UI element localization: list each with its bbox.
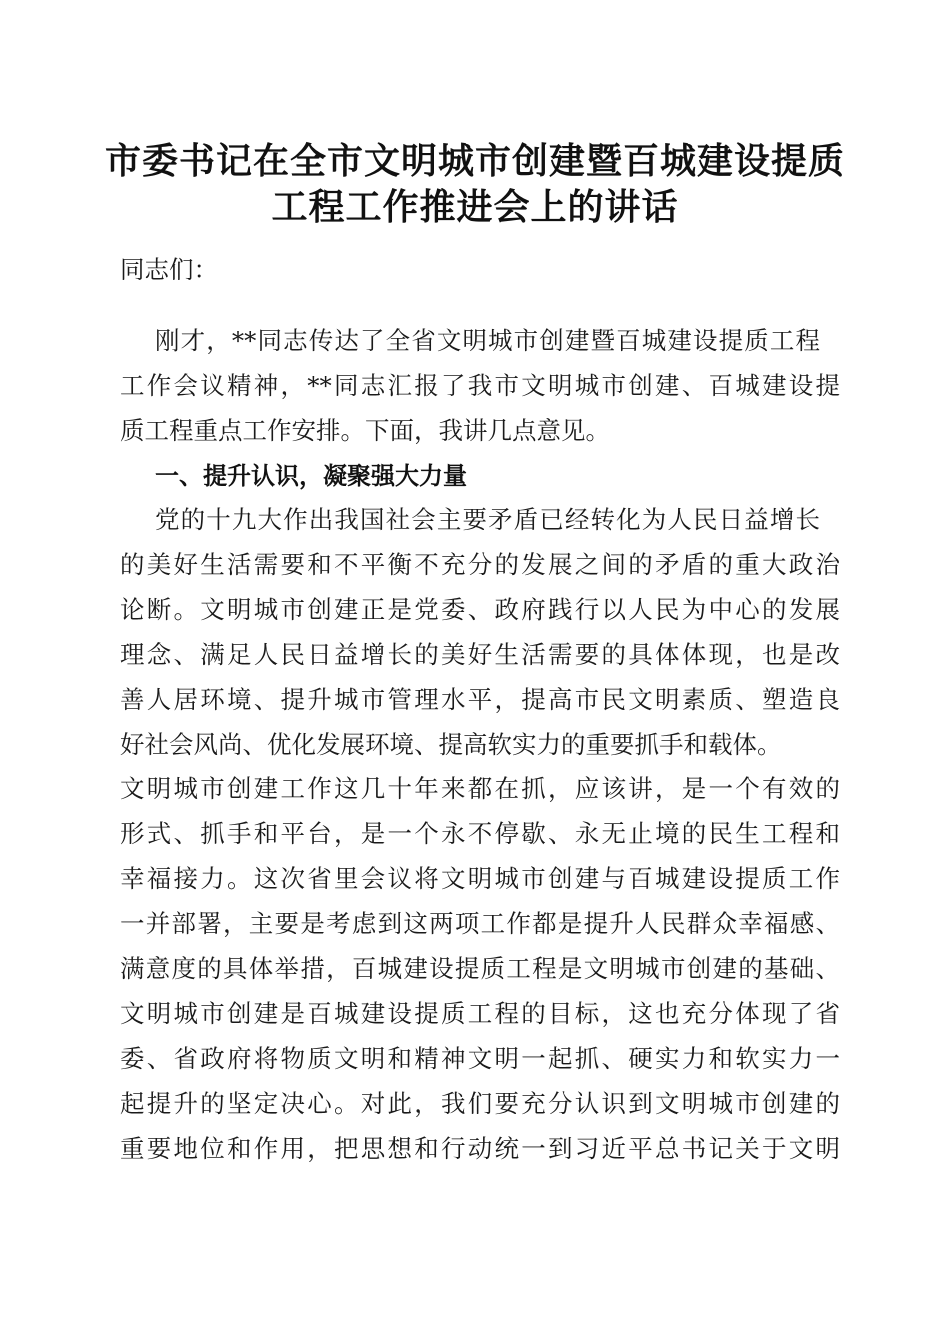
intro-line: 质工程重点工作安排。下面，我讲几点意见。 xyxy=(120,416,610,445)
intro-line: 工作会议精神，**同志汇报了我市文明城市创建、百城建设提 xyxy=(120,371,840,400)
body-line: 好社会风尚、优化发展环境、提高软实力的重要抓手和载体。 xyxy=(120,730,782,759)
body-line: 理念、满足人民日益增长的美好生活需要的具体体现，也是改 xyxy=(120,640,840,669)
body-line: 文明城市创建是百城建设提质工程的目标，这也充分体现了省 xyxy=(120,999,840,1028)
body-line: 形式、抓手和平台，是一个永不停歇、永无止境的民生工程和 xyxy=(120,819,840,848)
salutation: 同志们： xyxy=(120,255,218,284)
section-heading: 一、提升认识，凝聚强大力量 xyxy=(155,462,467,490)
body-line: 文明城市创建工作这几十年来都在抓，应该讲，是一个有效的 xyxy=(120,774,840,803)
body-line: 幸福接力。这次省里会议将文明城市创建与百城建设提质工作 xyxy=(120,864,840,893)
body-line: 党的十九大作出我国社会主要矛盾已经转化为人民日益增长 xyxy=(155,505,820,534)
body-line: 满意度的具体举措，百城建设提质工程是文明城市创建的基础、 xyxy=(120,954,840,983)
intro-line: 刚才，**同志传达了全省文明城市创建暨百城建设提质工程 xyxy=(155,326,820,355)
body-line: 论断。文明城市创建正是党委、政府践行以人民为中心的发展 xyxy=(120,595,840,624)
body-line: 委、省政府将物质文明和精神文明一起抓、硬实力和软实力一 xyxy=(120,1044,840,1073)
document-title-line-1: 市委书记在全市文明城市创建暨百城建设提质 xyxy=(104,140,845,182)
body-line: 的美好生活需要和不平衡不充分的发展之间的矛盾的重大政治 xyxy=(120,550,840,579)
body-line: 重要地位和作用，把思想和行动统一到习近平总书记关于文明 xyxy=(120,1134,840,1163)
body-line: 一并部署，主要是考虑到这两项工作都是提升人民群众幸福感、 xyxy=(120,909,840,938)
body-line: 善人居环境、提升城市管理水平，提高市民文明素质、塑造良 xyxy=(120,685,840,714)
document-title-line-2: 工程工作推进会上的讲话 xyxy=(271,186,679,228)
body-line: 起提升的坚定决心。对此，我们要充分认识到文明城市创建的 xyxy=(120,1089,840,1118)
